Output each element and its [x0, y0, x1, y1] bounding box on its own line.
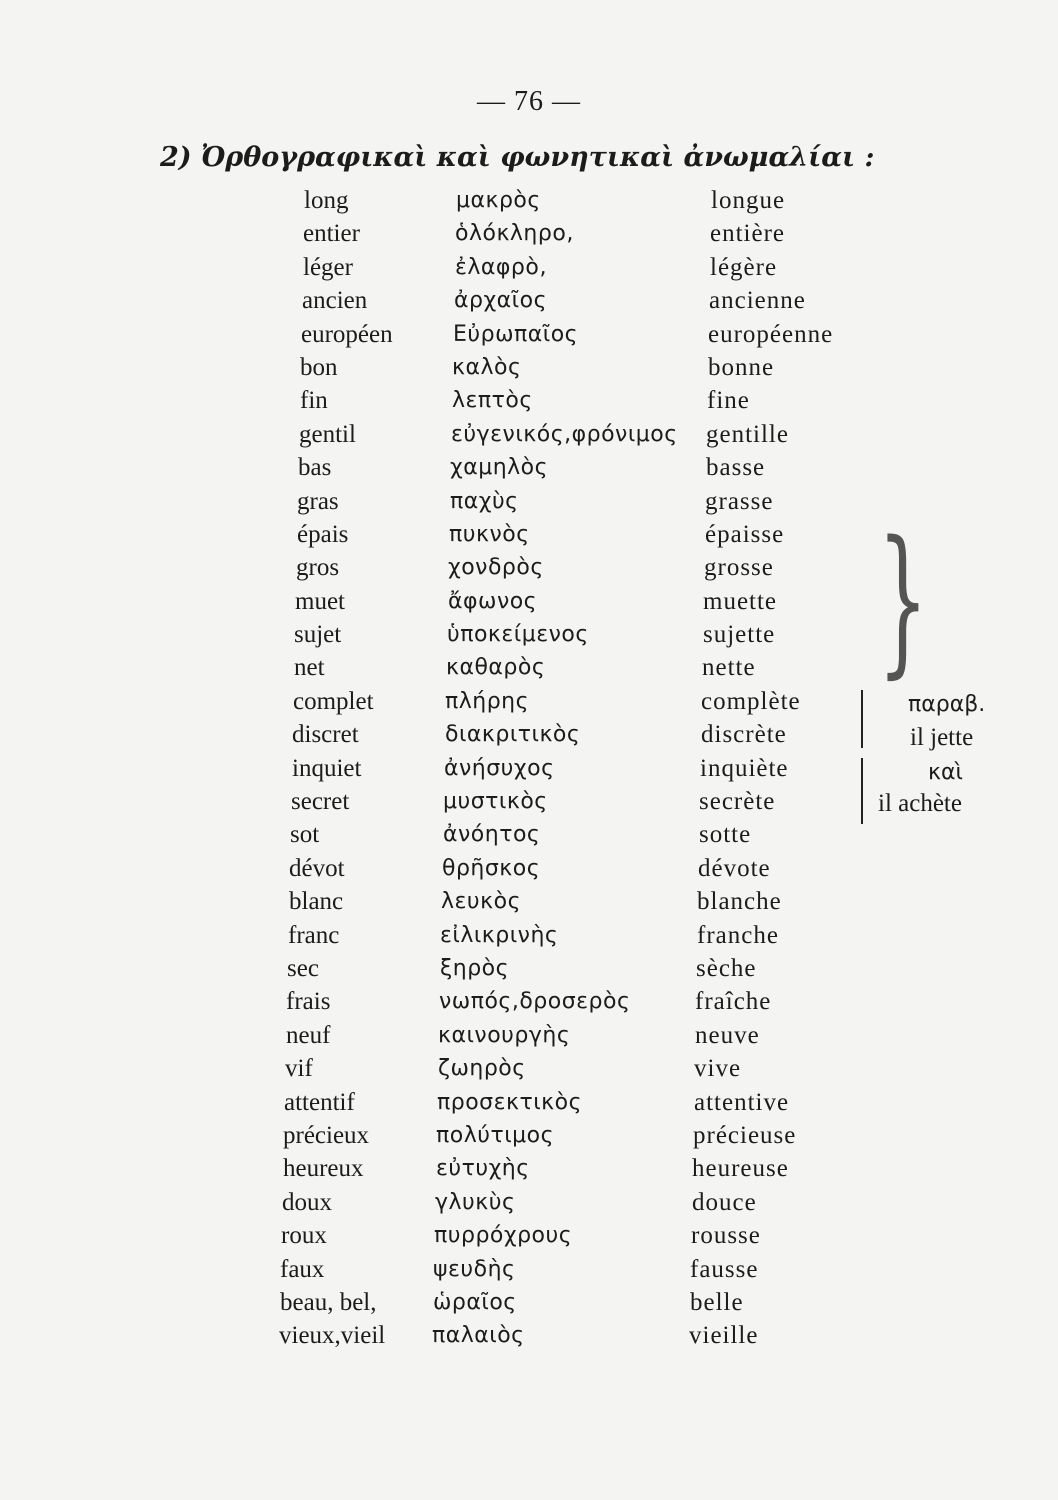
- masculine-form: gentil: [299, 420, 356, 448]
- table-row: [0, 818, 1058, 851]
- feminine-form: complète: [701, 687, 801, 715]
- feminine-form: ancienne: [709, 287, 806, 315]
- greek-translation: μακρὸς: [456, 188, 541, 213]
- table-row: [0, 251, 1058, 284]
- masculine-form: dévot: [289, 854, 345, 882]
- feminine-form: entière: [710, 220, 786, 248]
- masculine-form: frais: [286, 988, 331, 1016]
- table-row: [0, 284, 1058, 317]
- feminine-form: neuve: [695, 1021, 760, 1049]
- feminine-form: fraîche: [695, 988, 772, 1016]
- feminine-form: inquiète: [700, 754, 789, 782]
- side-note-line-2: il jette: [910, 724, 974, 751]
- feminine-form: grasse: [705, 487, 774, 515]
- table-row: [0, 852, 1058, 885]
- masculine-form: doux: [282, 1188, 332, 1216]
- feminine-form: dévote: [698, 854, 771, 882]
- table-row: [0, 718, 1058, 751]
- masculine-form: vieux,vieil: [279, 1322, 386, 1350]
- greek-translation: χονδρὸς: [448, 555, 544, 581]
- table-row: [0, 1052, 1058, 1085]
- masculine-form: franc: [288, 921, 340, 949]
- greek-translation: ὡραῖος: [433, 1289, 517, 1315]
- feminine-form: heureuse: [692, 1155, 789, 1183]
- table-row: [0, 1119, 1058, 1152]
- masculine-form: discret: [292, 721, 359, 749]
- masculine-form: secret: [291, 788, 350, 816]
- masculine-form: épais: [297, 520, 349, 548]
- table-row: [0, 1152, 1058, 1185]
- feminine-form: secrète: [699, 788, 776, 816]
- masculine-form: roux: [281, 1222, 327, 1250]
- masculine-form: entier: [303, 220, 360, 248]
- masculine-form: précieux: [283, 1121, 370, 1149]
- greek-translation: νωπός,δροσερὸς: [439, 989, 631, 1015]
- side-note-line-3: καὶ: [928, 760, 963, 785]
- feminine-form: bonne: [708, 353, 775, 381]
- side-note-line-4: il achète: [878, 790, 962, 817]
- table-row: [0, 1319, 1058, 1352]
- table-row: [0, 351, 1058, 384]
- feminine-form: discrète: [701, 721, 787, 749]
- feminine-form: sotte: [699, 821, 752, 849]
- greek-translation: Εὐρωπαῖος: [453, 321, 579, 347]
- table-row: [0, 217, 1058, 250]
- feminine-form: rousse: [691, 1222, 761, 1250]
- table-row: [0, 885, 1058, 918]
- greek-translation: ἀρχαῖος: [454, 288, 547, 314]
- greek-translation: ξηρὸς: [440, 955, 510, 981]
- greek-translation: πυρρόχρους: [434, 1223, 573, 1249]
- table-row: [0, 985, 1058, 1018]
- feminine-form: attentive: [694, 1088, 790, 1116]
- table-row: [0, 1253, 1058, 1286]
- table-row: [0, 1219, 1058, 1252]
- greek-translation: εὐτυχὴς: [436, 1156, 530, 1182]
- feminine-form: franche: [697, 921, 779, 949]
- masculine-form: heureux: [283, 1155, 364, 1183]
- feminine-form: nette: [702, 654, 756, 682]
- greek-translation: λεπτὸς: [452, 388, 533, 414]
- feminine-form: européenne: [708, 320, 834, 348]
- greek-translation: μυστικὸς: [443, 789, 548, 815]
- greek-translation: πλήρης: [445, 688, 530, 714]
- table-row: [0, 1186, 1058, 1219]
- masculine-form: faux: [280, 1255, 325, 1283]
- masculine-form: européen: [301, 320, 393, 348]
- greek-translation: πολύτιμος: [436, 1122, 555, 1148]
- feminine-form: basse: [706, 454, 766, 482]
- masculine-form: muet: [295, 587, 345, 615]
- table-row: [0, 184, 1058, 217]
- masculine-form: complet: [293, 687, 374, 715]
- masculine-form: attentif: [284, 1088, 355, 1116]
- greek-translation: χαμηλὸς: [450, 455, 549, 481]
- section-heading: 2) Ὀρθογραφικαὶ καὶ φωνητικαὶ ἀνωμαλίαι :: [160, 142, 875, 173]
- table-row: [0, 418, 1058, 451]
- masculine-form: bon: [300, 353, 338, 381]
- greek-translation: διακριτικὸς: [445, 722, 581, 748]
- grouping-brace: }: [877, 506, 929, 693]
- feminine-form: blanche: [697, 888, 782, 916]
- table-row: [0, 919, 1058, 952]
- feminine-form: légère: [710, 253, 778, 281]
- greek-translation: εἰλικρινὴς: [440, 922, 559, 948]
- masculine-form: inquiet: [292, 754, 362, 782]
- feminine-form: sèche: [696, 954, 757, 982]
- side-note-line-1: παραβ.: [908, 692, 986, 717]
- feminine-form: muette: [703, 587, 778, 615]
- masculine-form: léger: [303, 253, 353, 281]
- table-row: [0, 451, 1058, 484]
- table-row: [0, 1019, 1058, 1052]
- greek-translation: καθαρὸς: [446, 655, 546, 681]
- masculine-form: fin: [300, 387, 328, 415]
- masculine-form: gros: [296, 554, 340, 582]
- table-row: [0, 1086, 1058, 1119]
- feminine-form: longue: [711, 187, 786, 214]
- greek-translation: λευκὸς: [441, 889, 521, 915]
- greek-translation: θρῆσκος: [442, 855, 541, 881]
- table-row: [0, 1286, 1058, 1319]
- greek-translation: ψευδὴς: [433, 1256, 516, 1282]
- masculine-form: beau, bel,: [280, 1288, 377, 1316]
- feminine-form: gentille: [706, 420, 789, 448]
- feminine-form: belle: [690, 1288, 744, 1316]
- greek-translation: καλὸς: [452, 354, 522, 380]
- masculine-form: net: [294, 654, 325, 682]
- table-row: [0, 384, 1058, 417]
- greek-translation: ἐλαφρὸ‚: [455, 254, 547, 280]
- masculine-form: long: [304, 187, 349, 214]
- masculine-form: vif: [285, 1055, 313, 1083]
- greek-translation: πυκνὸς: [449, 521, 530, 547]
- greek-translation: παλαιὸς: [432, 1323, 525, 1349]
- masculine-form: sujet: [294, 621, 342, 649]
- table-row: [0, 952, 1058, 985]
- note-divider: [861, 690, 863, 748]
- feminine-form: grosse: [704, 554, 774, 582]
- masculine-form: ancien: [302, 287, 368, 315]
- masculine-form: blanc: [289, 888, 344, 916]
- greek-translation: εὐγενικός,φρόνιμος: [451, 421, 678, 447]
- feminine-form: précieuse: [693, 1121, 797, 1149]
- feminine-form: fausse: [690, 1255, 759, 1283]
- greek-translation: καινουργὴς: [438, 1022, 571, 1048]
- masculine-form: gras: [297, 487, 339, 515]
- greek-translation: ζωηρὸς: [438, 1056, 526, 1082]
- greek-translation: ἀνήσυχος: [444, 755, 555, 781]
- note-divider-lower: [861, 758, 863, 824]
- greek-translation: γλυκὺς: [435, 1189, 516, 1215]
- page-number: — 76 —: [477, 86, 581, 117]
- feminine-form: épaisse: [705, 520, 785, 548]
- masculine-form: bas: [298, 454, 332, 482]
- masculine-form: sot: [290, 821, 320, 849]
- greek-translation: παχὺς: [450, 488, 519, 514]
- greek-translation: ἄφωνος: [448, 588, 538, 614]
- greek-translation: ὑποκείμενος: [447, 622, 589, 648]
- feminine-form: vieille: [689, 1322, 759, 1350]
- table-row: [0, 318, 1058, 351]
- greek-translation: ὁλόκληρο‚: [455, 221, 574, 247]
- table-row: [0, 752, 1058, 785]
- masculine-form: sec: [287, 954, 319, 982]
- word-table: [0, 184, 1058, 1353]
- feminine-form: douce: [692, 1188, 757, 1216]
- feminine-form: vive: [694, 1055, 742, 1083]
- feminine-form: sujette: [703, 621, 776, 649]
- masculine-form: neuf: [286, 1021, 331, 1049]
- greek-translation: προσεκτικὸς: [437, 1089, 582, 1115]
- greek-translation: ἀνόητος: [443, 822, 541, 848]
- feminine-form: fine: [707, 387, 750, 415]
